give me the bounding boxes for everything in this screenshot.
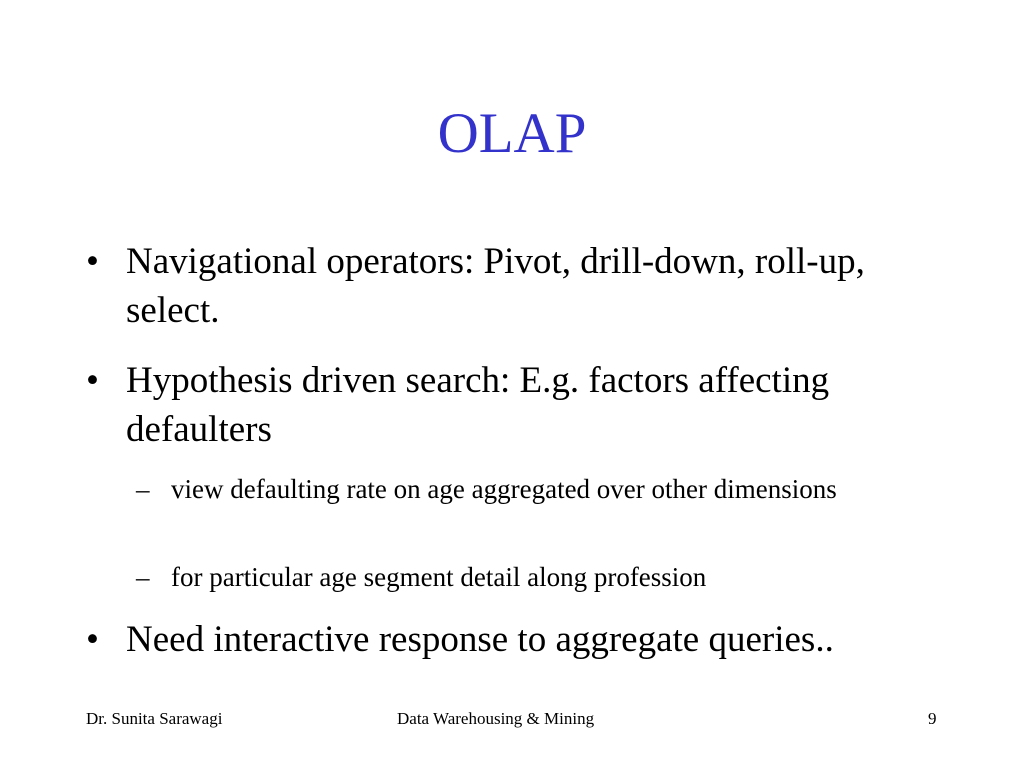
bullet-item-interactive-response — [86, 615, 916, 664]
bullet-item-navigational — [86, 237, 916, 335]
bullet-text: Need interactive response to aggregate queries.. — [126, 619, 834, 660]
subbullet-text: view defaulting rate on age aggregated over other dimensions — [171, 474, 837, 504]
bullet-marker: • — [86, 241, 99, 282]
footer-author: Dr. Sunita Sarawagi — [86, 709, 223, 728]
bullet-marker: • — [86, 619, 99, 660]
slide-title: OLAP — [437, 102, 587, 165]
subbullet-item-defaulting-rate — [136, 471, 856, 508]
subbullet-text: for particular age segment detail along profession — [171, 562, 707, 592]
bullet-item-hypothesis — [86, 356, 916, 454]
bullet-text: Navigational operators: Pivot, drill-down, roll-up, select. — [126, 241, 865, 331]
bullet-text: Hypothesis driven search: E.g. factors affecting defaulters — [126, 360, 830, 450]
footer-page-number: 9 — [928, 709, 937, 728]
subbullet-marker: – — [136, 562, 150, 592]
bullet-marker: • — [86, 360, 99, 401]
subbullet-item-age-segment — [136, 559, 856, 596]
subbullet-marker: – — [136, 474, 150, 504]
footer-course: Data Warehousing & Mining — [397, 709, 595, 728]
